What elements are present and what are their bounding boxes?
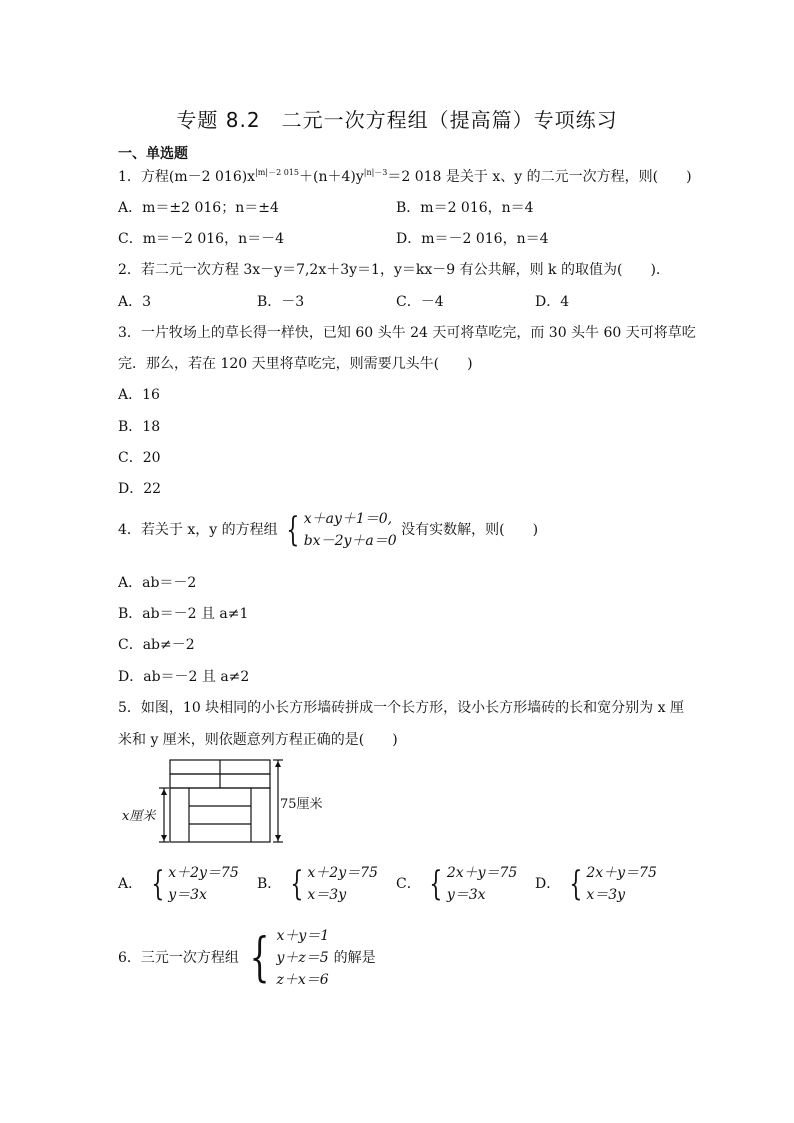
option-label: D．: [535, 876, 561, 892]
q4-equation-system: [282, 508, 397, 552]
question-3-stem-line-2: 完．那么，若在 120 天里将草吃完，则需要几头牛( ): [118, 356, 473, 372]
option-equation: y＝3x: [168, 887, 207, 903]
left-brace-icon: {: [286, 510, 300, 550]
page-title: 专题 8.2 二元一次方程组（提高篇）专项练习: [176, 108, 618, 132]
q1-exponent-2: |n|－3: [363, 168, 388, 177]
option-label: A．: [118, 876, 143, 892]
left-brace-icon: {: [150, 864, 164, 904]
q4-option-b[interactable]: B．ab＝－2 且 a≠1: [118, 606, 249, 622]
q1-option-c[interactable]: C．m＝－2 016，n＝－4: [118, 231, 284, 247]
left-brace-icon: {: [429, 864, 443, 904]
q3-option-d[interactable]: D．22: [118, 481, 162, 497]
q5-option-c[interactable]: [396, 862, 517, 906]
q3-option-b[interactable]: B．18: [118, 419, 161, 435]
q1-option-d[interactable]: D．m＝－2 016，n＝4: [396, 231, 549, 247]
option-equation: x＋2y＝75: [168, 865, 239, 881]
question-3-stem-line-1: 3．一片牧场上的草长得一样快，已知 60 头牛 24 天可将草吃完，而 30 头牛 60 天可将草吃: [118, 325, 696, 341]
q4-option-a[interactable]: A．ab＝－2: [118, 575, 197, 591]
question-4-stem: [118, 508, 538, 552]
figure-right-label: 75厘米: [280, 797, 323, 812]
question-5-stem-line-2: 米和 y 厘米，则依题意列方程正确的是( ): [118, 732, 398, 748]
option-equation: x＝3y: [586, 887, 626, 903]
q5-option-a[interactable]: [118, 862, 239, 906]
left-brace-icon: {: [290, 864, 304, 904]
q2-option-b[interactable]: B．－3: [257, 294, 305, 310]
q2-option-a[interactable]: A．3: [118, 294, 152, 310]
option-equation: y＝3x: [446, 887, 486, 903]
question-2-stem: 2．若二元一次方程 3x－y＝7,2x＋3y＝1，y＝kx－9 有公共解，则 k 的取值为( ).: [118, 262, 661, 278]
option-label: B．: [257, 876, 282, 892]
q4-option-d[interactable]: D．ab＝－2 且 a≠2: [118, 669, 250, 685]
q1-stem-part: ＋(n＋4)y: [298, 169, 364, 185]
q3-option-a[interactable]: A．16: [118, 387, 160, 403]
figure-left-label: x厘米: [122, 809, 156, 824]
left-brace-icon: {: [569, 864, 582, 904]
q4-equation-1: x＋ay＋1＝0,: [303, 511, 393, 527]
question-1-stem: [118, 166, 692, 186]
question-6-stem: [118, 925, 376, 991]
q1-stem-part: 1．方程(m－2 016)x: [118, 169, 256, 185]
option-equation: 2x＋y＝75: [586, 865, 657, 881]
q6-equation-3: z＋x＝6: [276, 972, 329, 988]
q1-stem-part: ＝2 018 是关于 x、y 的二元一次方程，则( ): [387, 169, 692, 185]
option-label: C．: [396, 876, 421, 892]
q5-option-d[interactable]: [535, 862, 657, 906]
option-equation: x＝3y: [307, 887, 347, 903]
q1-option-b[interactable]: B．m＝2 016，n＝4: [396, 200, 534, 216]
q5-option-b[interactable]: [257, 862, 378, 906]
q2-option-d[interactable]: D．4: [535, 294, 570, 310]
q4-equation-2: bx－2y＋a＝0: [303, 533, 397, 549]
option-equation: x＋2y＝75: [307, 865, 378, 881]
q6-stem-part: 6．三元一次方程组: [118, 950, 239, 966]
q1-exponent-1: |m|－2 015: [255, 168, 299, 177]
q6-equation-system: [243, 925, 329, 991]
q1-option-a[interactable]: A．m＝±2 016；n＝±4: [118, 200, 279, 216]
q3-option-c[interactable]: C．20: [118, 450, 161, 466]
question-5-stem-line-1: 5．如图，10 块相同的小长方形墙砖拼成一个长方形，设小长方形墙砖的长和宽分别为 x 厘: [118, 700, 684, 716]
option-equation: 2x＋y＝75: [446, 865, 518, 881]
q6-equation-2: y＋z＝5: [276, 950, 329, 966]
q4-stem-part: 4．若关于 x，y 的方程组: [118, 522, 278, 538]
q5-brick-figure: [118, 756, 338, 850]
q6-stem-part: 的解是: [333, 950, 376, 966]
section-heading: 一、单选题: [118, 146, 188, 162]
q4-option-c[interactable]: C．ab≠－2: [118, 637, 195, 653]
q6-equation-1: x＋y＝1: [276, 928, 330, 944]
left-brace-icon: {: [249, 928, 270, 988]
q4-stem-part: 没有实数解，则( ): [401, 522, 539, 538]
q2-option-c[interactable]: C．－4: [396, 294, 444, 310]
